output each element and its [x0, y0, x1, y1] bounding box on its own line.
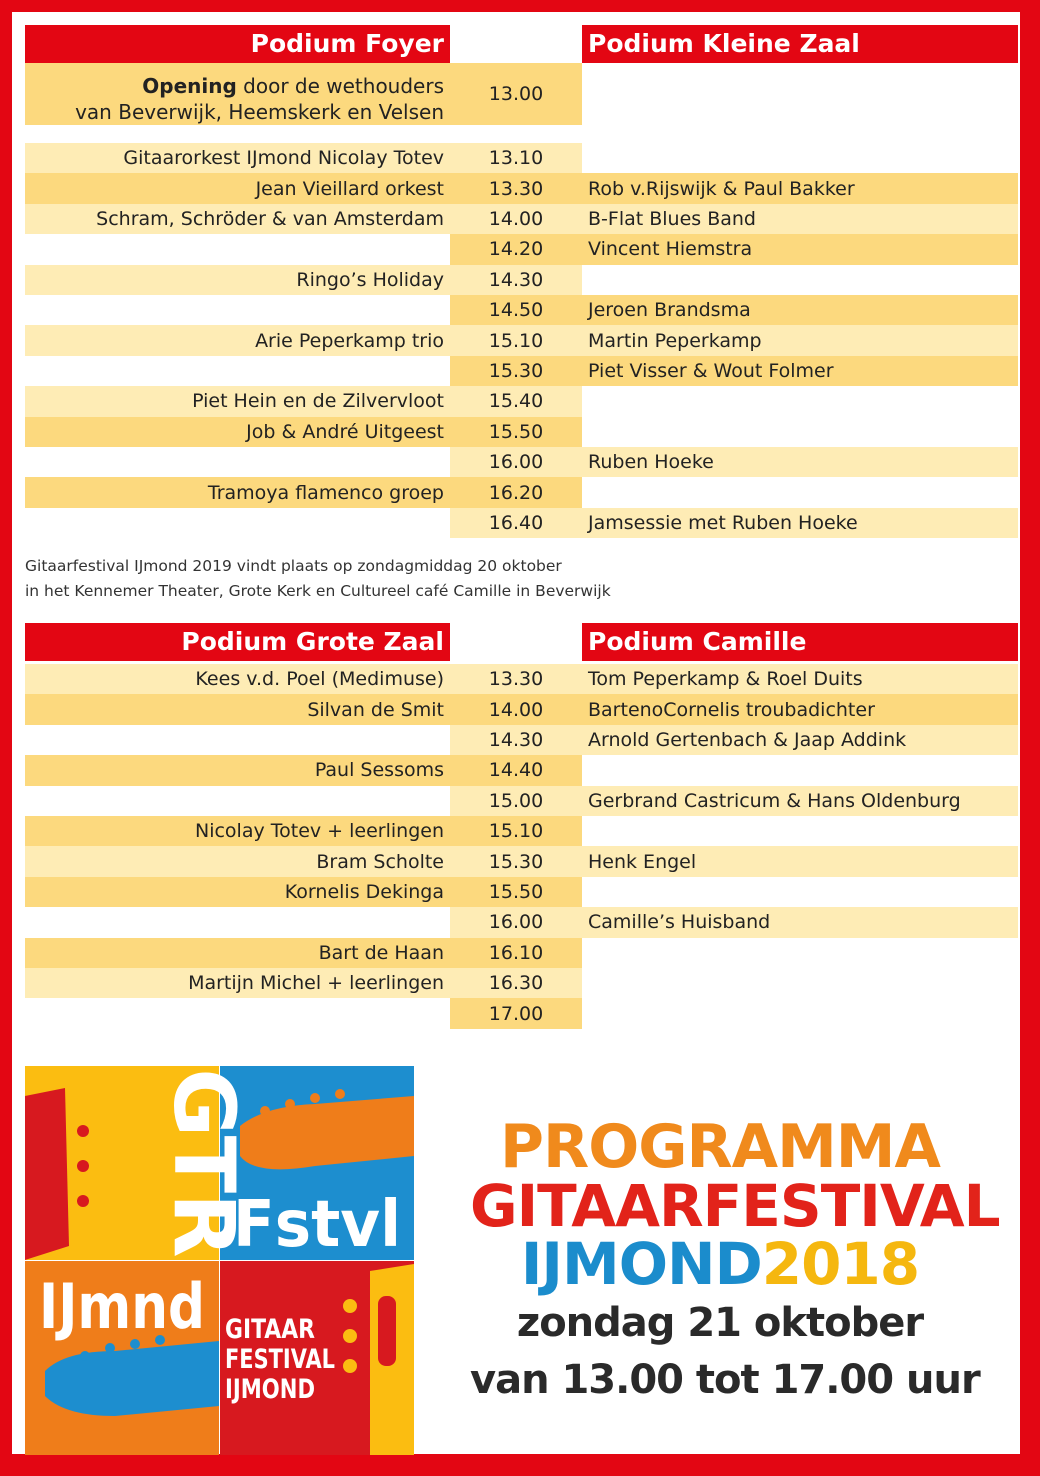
- time-range-line: van 13.00 tot 17.00 uur: [470, 1357, 980, 1403]
- act-right: Camille’s Huisband: [582, 907, 1018, 937]
- act-right: Piet Visser & Wout Folmer: [582, 356, 1018, 386]
- ijmond-2018-title: [470, 1230, 970, 1298]
- time-slot: 16.00: [450, 447, 582, 477]
- time-slot: 15.10: [450, 325, 582, 355]
- year-word: 2018: [761, 1230, 920, 1298]
- time-slot: 15.30: [450, 356, 582, 386]
- act-left: Bart de Haan: [25, 938, 450, 968]
- time-slot: 14.00: [450, 694, 582, 724]
- time-slot: 15.00: [450, 786, 582, 816]
- time-slot: 15.50: [450, 417, 582, 447]
- act-right: Jamsessie met Ruben Hoeke: [582, 508, 1018, 538]
- time-slot: 13.30: [450, 664, 582, 694]
- headstock-slot-icon: [378, 1296, 396, 1366]
- logo-ijmnd-text: IJmnd: [39, 1270, 205, 1343]
- date-line: zondag 21 oktober: [516, 1300, 924, 1346]
- tuning-peg-icon: [77, 1195, 89, 1207]
- act-right: Rob v.Rijswijk & Paul Bakker: [582, 173, 1018, 203]
- logo-gitaar-text: GITAAR: [225, 1314, 316, 1345]
- act-right: Martin Peperkamp: [582, 325, 1018, 355]
- logo-festival-text: FESTIVAL: [225, 1344, 335, 1375]
- podium-grote-zaal-header: Podium Grote Zaal: [25, 623, 450, 661]
- act-left: Schram, Schröder & van Amsterdam: [25, 204, 450, 234]
- act-left: Kees v.d. Poel (Medimuse): [25, 664, 450, 694]
- time-slot: 13.30: [450, 173, 582, 203]
- tuning-peg-icon: [343, 1329, 357, 1343]
- act-left: Jean Vieillard orkest: [25, 173, 450, 203]
- opening-line-2: van Beverwijk, Heemskerk en Velsen: [75, 100, 444, 124]
- time-slot: 14.30: [450, 725, 582, 755]
- time-slot: 14.30: [450, 265, 582, 295]
- headstock-icon: [25, 1088, 69, 1260]
- act-right: B-Flat Blues Band: [582, 204, 1018, 234]
- time-slot: 13.10: [450, 143, 582, 173]
- time-slot: 16.20: [450, 477, 582, 507]
- tuning-peg-icon: [105, 1343, 115, 1353]
- logo-fstvl-text: Fstvl: [233, 1188, 401, 1262]
- act-right: Henk Engel: [582, 846, 1018, 876]
- tuning-peg-icon: [77, 1160, 89, 1172]
- program-title: PROGRAMMA: [500, 1112, 940, 1182]
- logo-gtr-text: GTR: [155, 1068, 253, 1258]
- act-left: Tramoya flamenco groep: [25, 477, 450, 507]
- time-slot: 17.00: [450, 998, 582, 1028]
- time-slot: 14.20: [450, 234, 582, 264]
- act-right: Gerbrand Castricum & Hans Oldenburg: [582, 786, 1018, 816]
- act-right: Arnold Gertenbach & Jaap Addink: [582, 725, 1018, 755]
- tuning-peg-icon: [343, 1299, 357, 1313]
- time-slot: 15.50: [450, 877, 582, 907]
- tuning-peg-icon: [310, 1093, 320, 1103]
- act-right: BartenoCornelis troubadichter: [582, 694, 1018, 724]
- info-line-1: Gitaarfestival IJmond 2019 vindt plaats op zondagmiddag 20 oktober: [25, 557, 562, 575]
- act-left: Paul Sessoms: [25, 755, 450, 785]
- time-slot: 14.40: [450, 755, 582, 785]
- act-left: Ringo’s Holiday: [25, 265, 450, 295]
- tuning-peg-icon: [77, 1125, 89, 1137]
- tuning-peg-icon: [80, 1351, 90, 1361]
- act-left: Job & André Uitgeest: [25, 417, 450, 447]
- time-slot: 15.40: [450, 386, 582, 416]
- time-slot: 14.00: [450, 204, 582, 234]
- time-slot: 14.50: [450, 295, 582, 325]
- podium-camille-header: Podium Camille: [582, 623, 1018, 661]
- logo-ijmond-text: IJMOND: [225, 1374, 315, 1405]
- time-slot: 16.00: [450, 907, 582, 937]
- podium-foyer-header: Podium Foyer: [25, 25, 450, 63]
- time-slot: 16.30: [450, 968, 582, 998]
- act-left: Kornelis Dekinga: [25, 877, 450, 907]
- tuning-peg-icon: [335, 1089, 345, 1099]
- act-left: Gitaarorkest IJmond Nicolay Totev: [25, 143, 450, 173]
- act-left: Piet Hein en de Zilvervloot: [25, 386, 450, 416]
- gtr-fstvl-logo: [25, 1066, 414, 1455]
- act-right: Tom Peperkamp & Roel Duits: [582, 664, 1018, 694]
- festival-title: GITAARFESTIVAL: [470, 1172, 1000, 1240]
- act-left: Martijn Michel + leerlingen: [25, 968, 450, 998]
- tuning-peg-icon: [285, 1099, 295, 1109]
- ijmond-word: IJMOND: [520, 1230, 762, 1298]
- opening-time: 13.00: [450, 63, 582, 125]
- act-right: Jeroen Brandsma: [582, 295, 1018, 325]
- info-line-2: in het Kennemer Theater, Grote Kerk en Cultureel café Camille in Beverwijk: [25, 582, 611, 600]
- opening-rest: door de wethouders: [236, 74, 444, 98]
- act-right: Vincent Hiemstra: [582, 234, 1018, 264]
- time-slot: 15.30: [450, 846, 582, 876]
- act-left: Nicolay Totev + leerlingen: [25, 816, 450, 846]
- time-slot: 16.40: [450, 508, 582, 538]
- time-slot: 15.10: [450, 816, 582, 846]
- opening-bold: Opening: [142, 74, 237, 98]
- opening-cell: [25, 63, 450, 125]
- opening-line-1: [142, 73, 444, 99]
- act-left: Silvan de Smit: [25, 694, 450, 724]
- podium-kleine-zaal-header: Podium Kleine Zaal: [582, 25, 1018, 63]
- act-left: Bram Scholte: [25, 846, 450, 876]
- act-left: Arie Peperkamp trio: [25, 325, 450, 355]
- tuning-peg-icon: [343, 1359, 357, 1373]
- act-right: Ruben Hoeke: [582, 447, 1018, 477]
- time-slot: 16.10: [450, 938, 582, 968]
- tuning-peg-icon: [260, 1106, 270, 1116]
